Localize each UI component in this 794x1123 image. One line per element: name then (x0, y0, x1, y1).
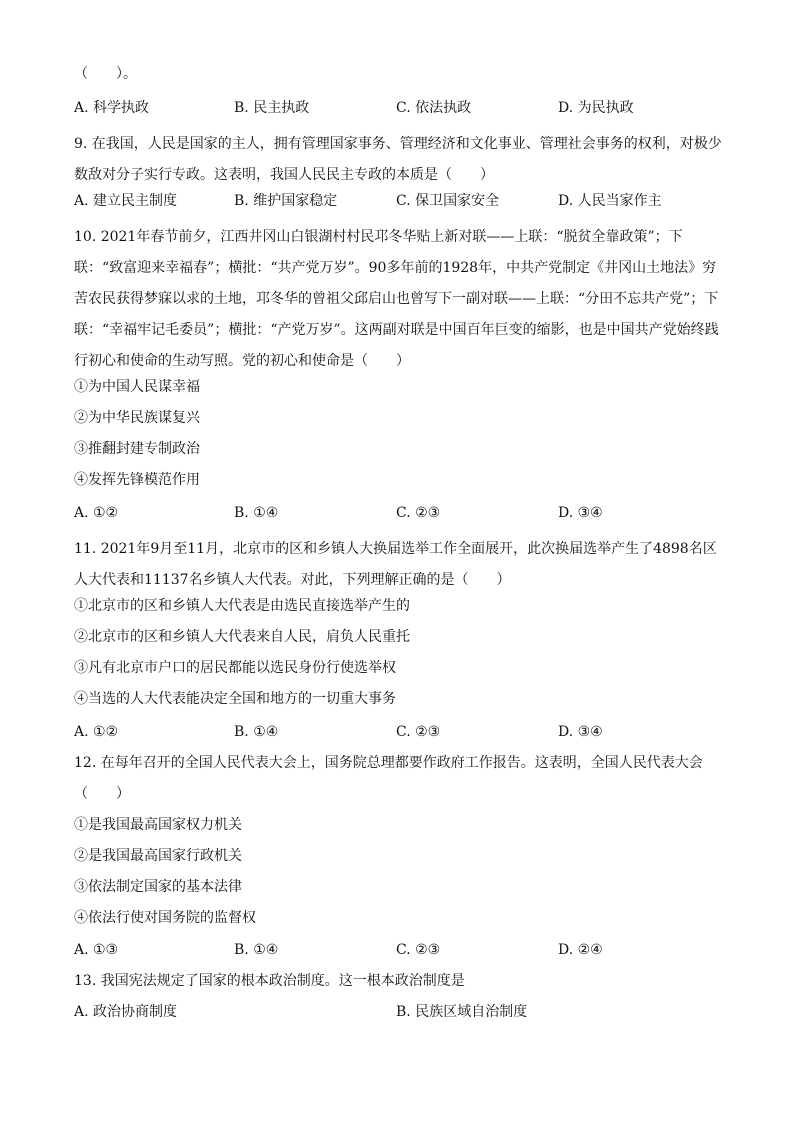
q11-option-c: C. ②③ (396, 724, 441, 740)
q12-option-a: A. ①③ (74, 942, 119, 958)
q12-answer-bracket: （ ） (74, 786, 130, 802)
q11-item-2: ②北京市的区和乡镇人大代表来自人民，肩负人民重托 (74, 629, 410, 645)
q12-option-d: D. ②④ (558, 942, 603, 958)
q8-option-d: D. 为民执政 (558, 100, 634, 116)
q11-option-b: B. ①④ (234, 724, 279, 740)
q11-item-3: ③凡有北京市户口的居民都能以选民身份行使选举权 (74, 660, 396, 676)
q10-stem: 10. 2021年春节前夕，江西井冈山白银湖村村民邛冬华贴上新对联——上联：“脱贫全靠政策”；下联：“致富迎来幸福春”；横批：“共产党万岁”。90多年前的1928年，中共产党制定《井冈山土地法》穷苦农民获得梦寐以求的土地，邛冬华的曾祖父邱启山也曾写下一副对联——上联：“分田不忘共产党”；下联：“幸福牢记毛委员”；横批：“产党万岁”。这两副对联是中国百年巨变的缩影，也是中国共产党始终践行初心和使命的生动写照。党的初心和使命是（ ） (74, 229, 719, 369)
q9-option-a: A. 建立民主制度 (74, 193, 178, 209)
q12-option-c: C. ②③ (396, 942, 441, 958)
q13-option-a: A. 政治协商制度 (74, 1004, 178, 1020)
q10-option-c: C. ②③ (396, 505, 441, 521)
q8-option-b: B. 民主执政 (234, 100, 310, 116)
q9-option-b: B. 维护国家稳定 (234, 193, 338, 209)
q12-option-b: B. ①④ (234, 942, 279, 958)
q10-item-1: ①为中国人民谋幸福 (74, 379, 200, 395)
q12-item-4: ④依法行使对国务院的监督权 (74, 910, 256, 926)
q12-item-3: ③依法制定国家的基本法律 (74, 879, 242, 895)
q9-stem: 9. 在我国，人民是国家的主人，拥有管理国家事务、管理经济和文化事业、管理社会事务的权利，对极少数敌对分子实行专政。这表明，我国人民民主专政的本质是（ ） (74, 136, 722, 183)
q10-item-3: ③推翻封建专制政治 (74, 441, 200, 457)
q11-option-a: A. ①② (74, 724, 119, 740)
q11-stem: 11. 2021年9月至11月，北京市的区和乡镇人大换届选举工作全面展开，此次换届选举产生了4898名区人大代表和11137名乡镇人大代表。对此，下列理解正确的是（ ） (74, 541, 717, 588)
q13-option-b: B. 民族区域自治制度 (396, 1004, 528, 1020)
q11-item-1: ①北京市的区和乡镇人大代表是由选民直接选举产生的 (74, 598, 410, 614)
q10-option-a: A. ①② (74, 505, 119, 521)
q10-option-b: B. ①④ (234, 505, 279, 521)
q11-option-d: D. ③④ (558, 724, 603, 740)
q9-option-c: C. 保卫国家安全 (396, 193, 500, 209)
q10-option-d: D. ③④ (558, 505, 603, 521)
q13-stem: 13. 我国宪法规定了国家的根本政治制度。这一根本政治制度是 (74, 973, 465, 989)
q12-item-2: ②是我国最高国家行政机关 (74, 848, 242, 864)
q8-answer-bracket: （ ）。 (74, 66, 137, 82)
q10-item-2: ②为中华民族谋复兴 (74, 410, 200, 426)
q8-option-a: A. 科学执政 (74, 100, 150, 116)
q10-item-4: ④发挥先锋模范作用 (74, 472, 200, 488)
q12-stem: 12. 在每年召开的全国人民代表大会上，国务院总理都要作政府工作报告。这表明，全国人民代表大会 (74, 755, 703, 771)
q11-item-4: ④当选的人大代表能决定全国和地方的一切重大事务 (74, 691, 396, 707)
q9-option-d: D. 人民当家作主 (558, 193, 662, 209)
q8-option-c: C. 依法执政 (396, 100, 472, 116)
q12-item-1: ①是我国最高国家权力机关 (74, 817, 242, 833)
